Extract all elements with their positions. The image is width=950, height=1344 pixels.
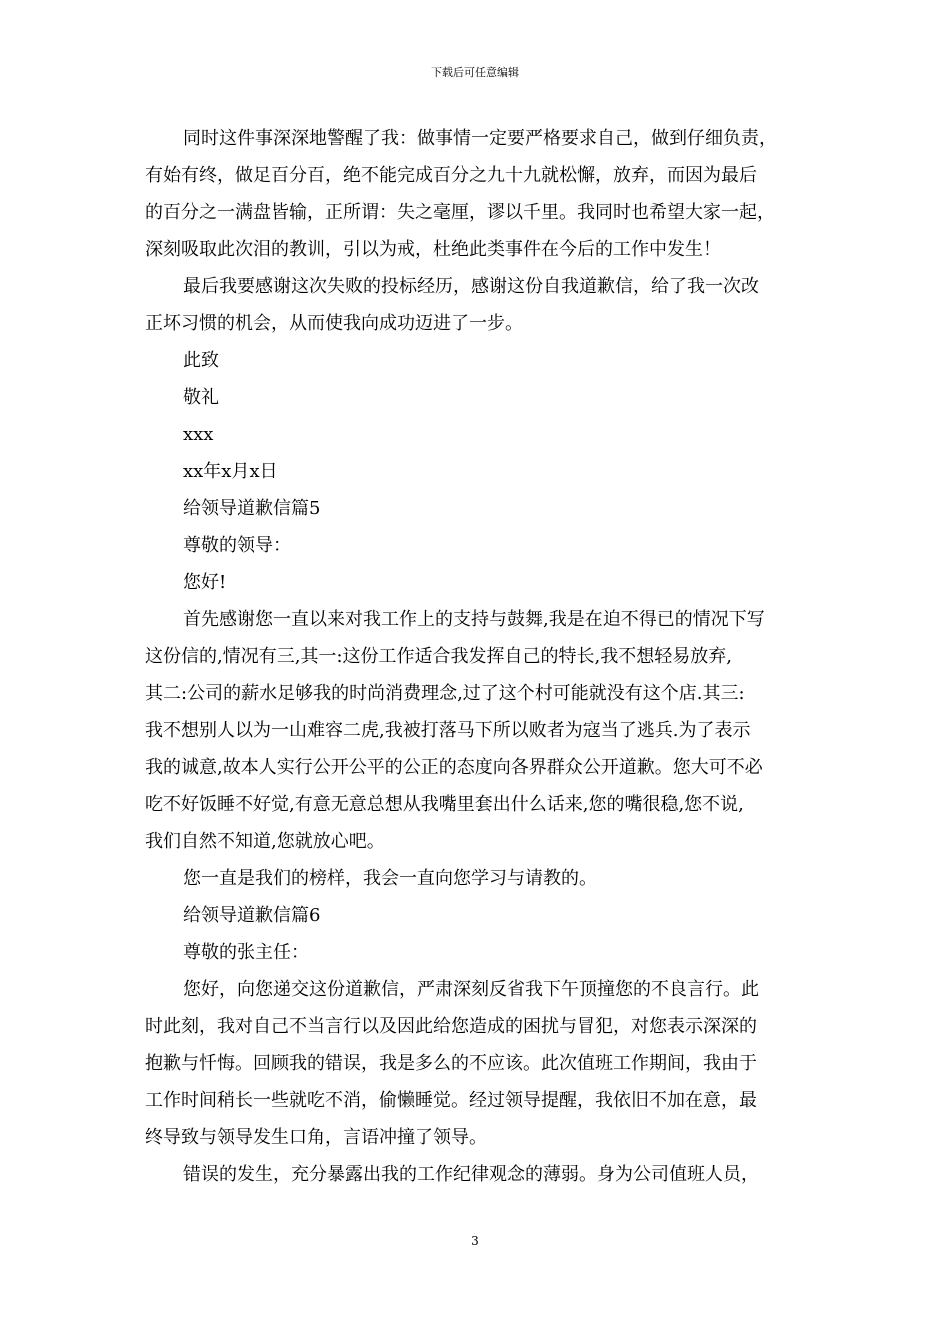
text-line: 您一直是我们的榜样，我会一直向您学习与请教的。 <box>183 868 597 889</box>
text-line: 有始有终，做足百分百，绝不能完成百分之九十九就松懈，放弃，而因为最后 <box>145 165 757 186</box>
text-line: 我们自然不知道,您就放心吧。 <box>145 831 385 852</box>
text-line: 其二:公司的薪水足够我的时尚消费理念,过了这个村可能就没有这个店.其三: <box>145 683 745 704</box>
text-line: 这份信的,情况有三,其一:这份工作适合我发挥自己的特长,我不想轻易放弃, <box>145 646 732 667</box>
text-line: 吃不好饭睡不好觉,有意无意总想从我嘴里套出什么话来,您的嘴很稳,您不说, <box>145 794 744 815</box>
text-line: 尊敬的张主任： <box>183 942 309 963</box>
text-line: 我的诚意,故本人实行公开公平的公正的态度向各界群众公开道歉。您大可不必 <box>145 757 763 778</box>
text-line: 同时这件事深深地警醒了我：做事情一定要严格要求自己，做到仔细负责， <box>183 128 777 149</box>
text-line: xxx <box>183 424 214 445</box>
text-line: 正坏习惯的机会，从而使我向成功迈进了一步。 <box>145 313 523 334</box>
document-body <box>145 120 805 1193</box>
text-line: 给领导道歉信篇5 <box>183 498 321 519</box>
text-line: 最后我要感谢这次失败的投标经历，感谢这份自我道歉信，给了我一次改 <box>183 276 759 297</box>
text-line: 时此刻，我对自己不当言行以及因此给您造成的困扰与冒犯，对您表示深深的 <box>145 1016 757 1037</box>
text-line: 给领导道歉信篇6 <box>183 905 321 926</box>
page-header: 下载后可任意编辑 <box>431 66 519 79</box>
text-line: xx年x月x日 <box>183 461 278 482</box>
text-line: 深刻吸取此次泪的教训，引以为戒，杜绝此类事件在今后的工作中发生！ <box>145 239 721 260</box>
text-line: 工作时间稍长一些就吃不消，偷懒睡觉。经过领导提醒，我依旧不加在意，最 <box>145 1090 757 1111</box>
text-line: 此致 <box>183 350 219 371</box>
text-line: 的百分之一满盘皆输，正所谓：失之毫厘，谬以千里。我同时也希望大家一起， <box>145 202 775 223</box>
text-line: 首先感谢您一直以来对我工作上的支持与鼓舞,我是在迫不得已的情况下写 <box>183 609 765 630</box>
text-line: 敬礼 <box>183 387 219 408</box>
text-line: 我不想别人以为一山难容二虎,我被打落马下所以败者为寇当了逃兵.为了表示 <box>145 720 751 741</box>
text-line: 您好! <box>183 572 227 593</box>
text-line: 错误的发生，充分暴露出我的工作纪律观念的薄弱。身为公司值班人员， <box>183 1164 759 1185</box>
text-line: 终导致与领导发生口角，言语冲撞了领导。 <box>145 1127 487 1148</box>
page-number: 3 <box>471 1234 479 1248</box>
text-line: 抱歉与忏悔。回顾我的错误，我是多么的不应该。此次值班工作期间，我由于 <box>145 1053 757 1074</box>
text-line: 尊敬的领导： <box>183 535 291 556</box>
text-line: 您好，向您递交这份道歉信，严肃深刻反省我下午顶撞您的不良言行。此 <box>183 979 759 1000</box>
